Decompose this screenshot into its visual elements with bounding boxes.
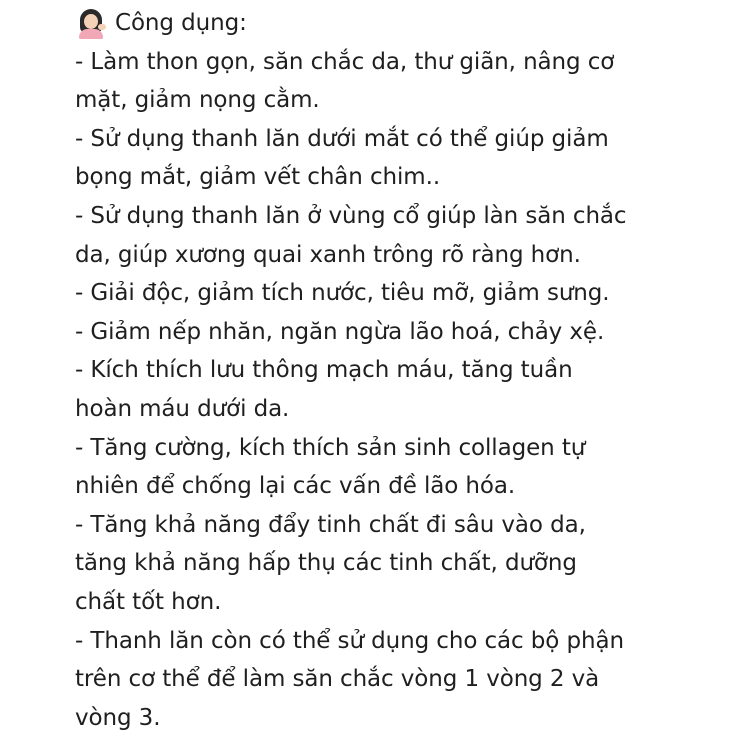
text-line: - Thanh lăn còn có thể sử dụng cho các bộ phận bbox=[75, 627, 624, 654]
text-line: chất tốt hơn. bbox=[75, 588, 222, 615]
text-line: - Sử dụng thanh lăn dưới mắt có thể giúp giảm bbox=[75, 125, 609, 152]
text-line: da, giúp xương quai xanh trông rõ ràng hơn. bbox=[75, 241, 581, 268]
text-line: vòng 3. bbox=[75, 704, 161, 731]
text-line: - Sử dụng thanh lăn ở vùng cổ giúp làn săn chắc bbox=[75, 202, 627, 229]
heading-row bbox=[75, 4, 725, 43]
text-line: - Kích thích lưu thông mạch máu, tăng tuần bbox=[75, 357, 573, 384]
heading-title: Công dụng: bbox=[115, 10, 247, 36]
text-line: - Giải độc, giảm tích nước, tiêu mỡ, giảm sưng. bbox=[75, 280, 610, 307]
text-line: mặt, giảm nọng cằm. bbox=[75, 87, 320, 114]
text-line: - Làm thon gọn, săn chắc da, thư giãn, nâng cơ bbox=[75, 48, 615, 75]
note-body bbox=[75, 4, 725, 737]
text-line: - Tăng cường, kích thích sản sinh collagen tự bbox=[75, 434, 586, 461]
text-line: - Tăng khả năng đẩy tinh chất đi sâu vào da, bbox=[75, 511, 586, 538]
text-line: trên cơ thể để làm săn chắc vòng 1 vòng 2 và bbox=[75, 666, 600, 693]
text-line: hoàn máu dưới da. bbox=[75, 395, 290, 422]
text-line: - Giảm nếp nhăn, ngăn ngừa lão hoá, chảy xệ. bbox=[75, 318, 605, 345]
woman-tipping-hand-icon bbox=[75, 7, 107, 39]
text-line: nhiên để chống lại các vấn đề lão hóa. bbox=[75, 473, 516, 500]
text-line: bọng mắt, giảm vết chân chim.. bbox=[75, 164, 441, 191]
text-line: tăng khả năng hấp thụ các tinh chất, dưỡng bbox=[75, 550, 577, 577]
